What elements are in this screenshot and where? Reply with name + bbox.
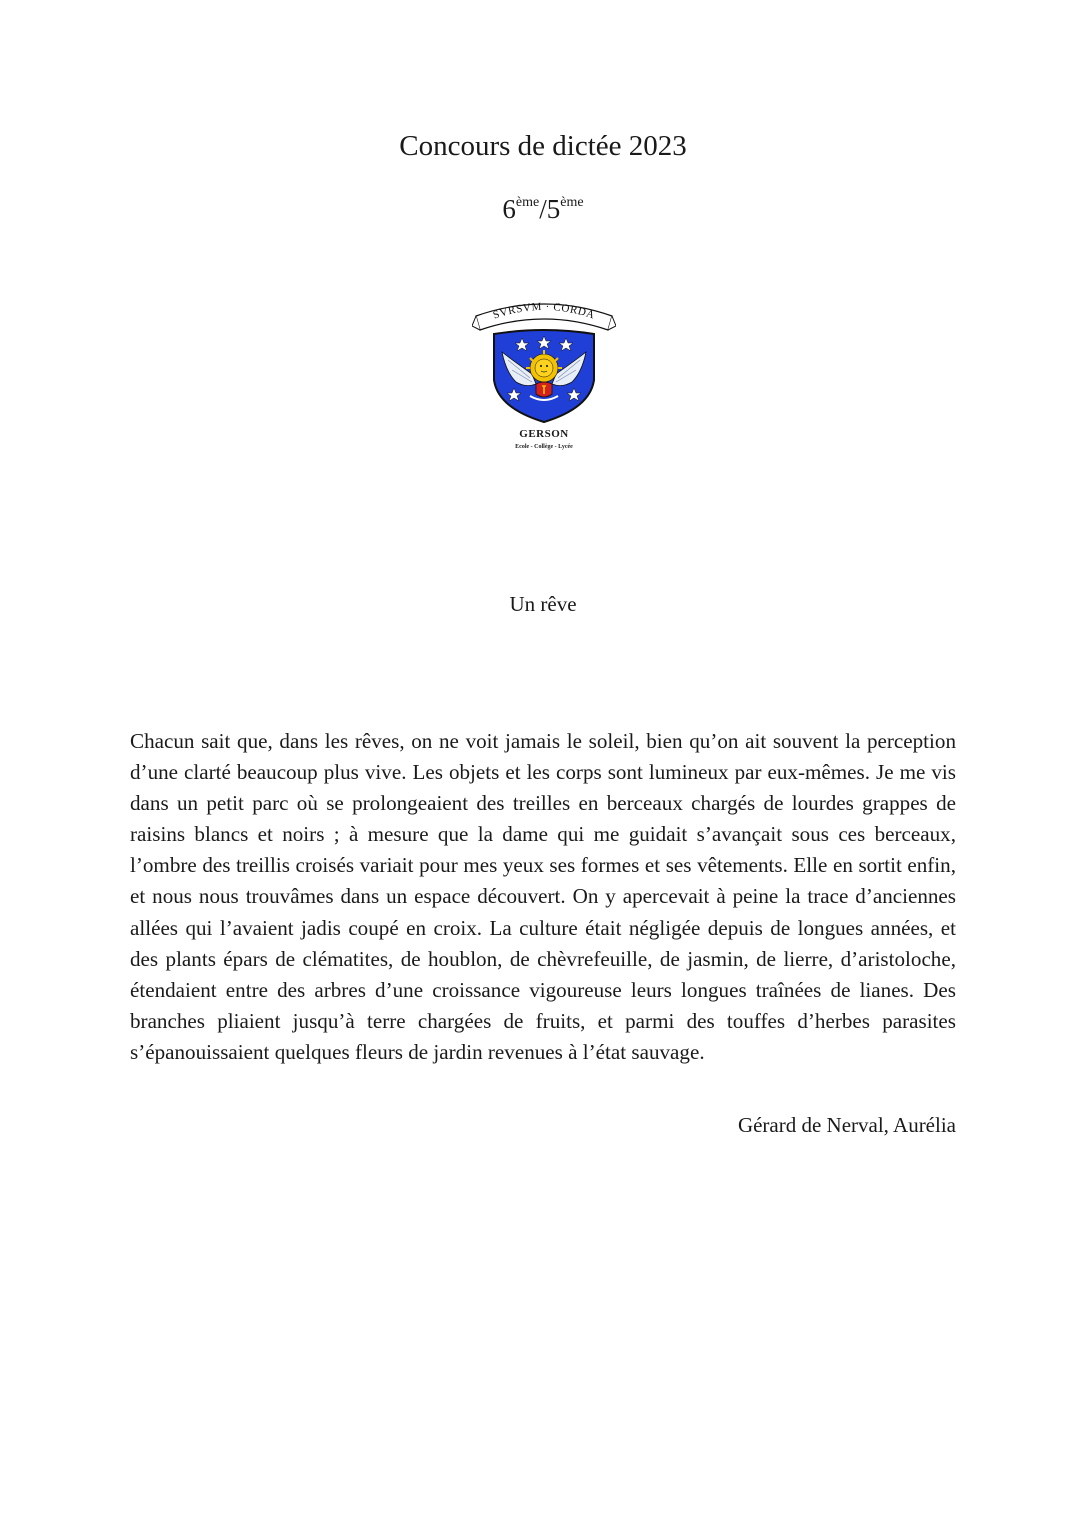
text-title: Un rêve (509, 592, 577, 616)
grade-level-second: 5 (546, 194, 561, 224)
grade-level-second-sup: ème (560, 195, 584, 210)
text-attribution: Gérard de Nerval, Aurélia (737, 1113, 956, 1137)
grade-level-first-sup: ème (515, 195, 540, 210)
crest-icon (472, 300, 616, 425)
grade-level (0, 186, 1086, 226)
document-title: Concours de dictée 2023 (399, 130, 687, 162)
dictation-text: Chacun sait que, dans les rêves, on ne voit jamais le soleil, bien qu’on ait souvent la perception d’une clarté beaucoup plus vive. Les objets et les corps sont lumineux par eux-mêmes. Je me vis dans un petit parc où se prolongeaient des treilles en berceaux chargés de lourdes grappes de raisins blancs et noirs ; à mesure que la dame qui me guidait s’avançait sous ces berceaux, l’ombre des treillis croisés variait pour mes yeux ses formes et ses vêtements. Elle en sortit enfin, et nous nous trouvâmes dans un espace découvert. On y apercevait à peine la trace d’anciennes allées qui l’avaient jadis coupé en croix. La culture était négligée depuis de longues années, et des plants épars de clématites, de houblon, de chèvrefeuille, de jasmin, de lierre, d’aristoloche, étendaient entre des arbres d’une croissance vigoureuse leurs longues traînées de lianes. Des branches pliaient jusqu’à terre chargées de fruits, et parmi des touffes d’herbes parasites s’épanouissaient quelques fleurs de jardin revenues à l’état sauvage. (130, 729, 956, 1064)
crest-motto: SVRSVM · CORDA (491, 300, 597, 322)
school-levels: Ecole - Collège - Lycée (515, 444, 573, 450)
school-name: GERSON (519, 428, 569, 440)
grade-level-first: 6 (502, 194, 516, 224)
grade-level-separator: / (539, 194, 547, 224)
